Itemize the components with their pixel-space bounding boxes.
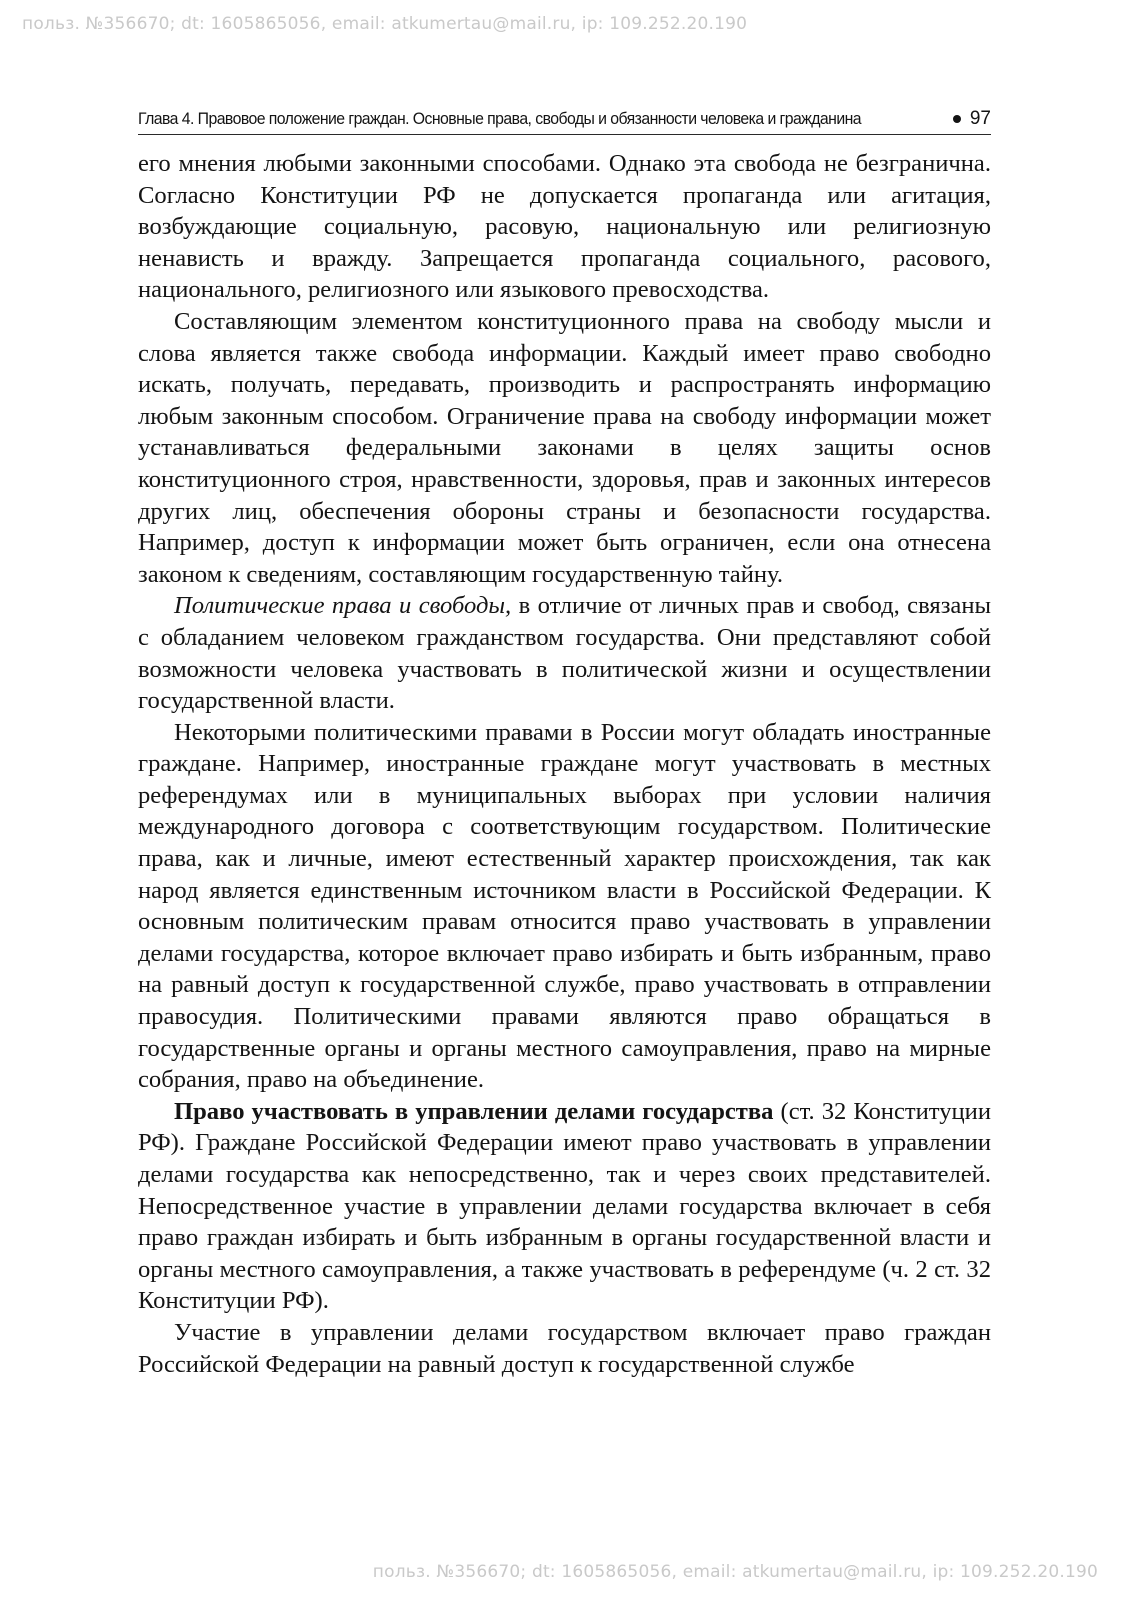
paragraph-6 — [138, 1317, 991, 1380]
page-number: 97 — [969, 108, 991, 129]
running-head — [138, 104, 991, 135]
italic-term: Политические права и свободы, — [174, 592, 512, 620]
paragraph-1 — [138, 148, 991, 306]
watermark-bottom: польз. №356670; dt: 1605865056, email: atkumertau@mail.ru, ip: 109.252.20.190 — [372, 1562, 1098, 1582]
watermark-top: польз. №356670; dt: 1605865056, email: atkumertau@mail.ru, ip: 109.252.20.190 — [22, 14, 748, 34]
paragraph-text: Некоторыми политическими правами в России могут обладать иностранные граждане. Например, иностранные граждане могут участвовать в местных референдумах или в муниципальных выборах при условии наличия международного договора с соответствующим государством. Политические права, как и личные, имеют естественный характер происхождения, так как народ является единственным источником власти в Российской Федерации. К основным политическим правам относится право участвовать в управлении делами государства, которое включает право избирать и быть избранным, право на равный доступ к государственной службе, право участвовать в отправлении правосудия. Политическими правами являются право обращаться в государственные органы и органы местного самоуправления, право на мирные собрания, право на объединение. — [138, 718, 991, 1094]
paragraph-text: Участие в управлении делами государством включает право граждан Российской Федерации на равный доступ к государственной службе — [138, 1318, 991, 1378]
bold-heading: Право участвовать в управлении делами государства — [174, 1097, 774, 1125]
paragraph-text: Составляющим элементом конституционного права на свободу мысли и слова является также свобода информации. Каждый имеет право свободно искать, получать, передавать, производить и распространять информацию любым законным способом. Ограничение права на свободу информации может устанавливаться федеральными законами в целях защиты основ конституционного строя, нравственности, здоровья, прав и законных интересов других лиц, обеспечения обороны страны и безопасности государства. Например, доступ к информации может быть ограничен, если она отнесена законом к сведениям, составляющим государственную тайну. — [138, 307, 991, 588]
page-number-block — [953, 108, 991, 130]
paragraph-text: его мнения любыми законными способами. Однако эта свобода не безгранична. Согласно Конституции РФ не допускается пропаганда или агитация, возбуждающие социальную, расовую, национальную или религиозную ненависть и вражду. Запрещается пропаганда социального, расового, национального, религиозного или языкового превосходства. — [138, 150, 991, 304]
paragraph-3 — [138, 590, 991, 716]
bullet-icon — [953, 115, 961, 123]
paragraph-text: (ст. 32 Конституции РФ). Граждане Российской Федерации имеют право участвовать в управлении делами государства как непосредственно, так и через своих представителей. Непосредственное участие в управлении делами государства включает в себя право граждан избирать и быть избранным в органы государственной власти и органы местного самоуправления, а также участвовать в референдуме (ч. 2 ст. 32 Конституции РФ). — [138, 1097, 991, 1315]
body-text — [138, 148, 991, 1380]
paragraph-5 — [138, 1096, 991, 1317]
chapter-title: Глава 4. Правовое положение граждан. Основные права, свободы и обязанности человека и гражданина — [138, 109, 862, 128]
paragraph-2 — [138, 306, 991, 590]
paragraph-4 — [138, 717, 991, 1096]
paragraph-text: в отличие от личных прав и свобод, связаны с обладанием человеком гражданством государства. Они представляют собой возможности человека участвовать в политической жизни и осуществлении государственной власти. — [138, 592, 992, 715]
